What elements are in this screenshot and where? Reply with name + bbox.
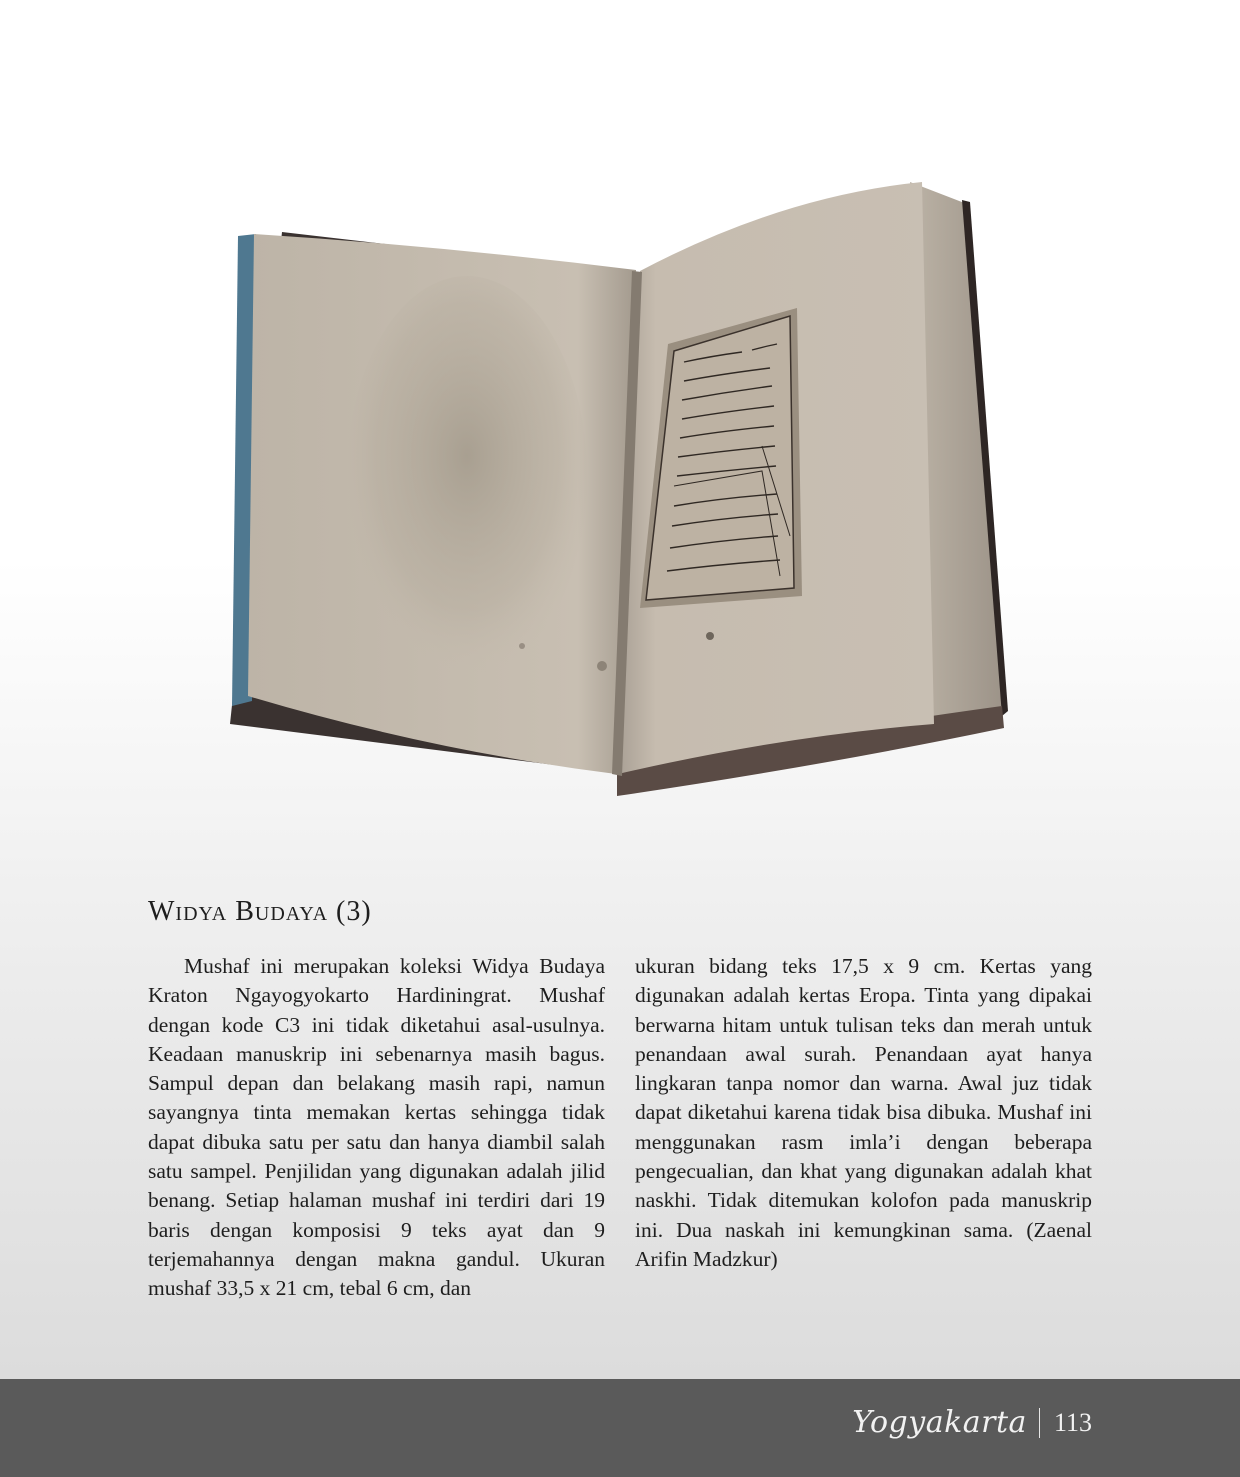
footer-label [852, 1405, 1092, 1440]
article-column-right: ukuran bidang teks 17,5 x 9 cm. Kertas yang digunakan adalah kertas Eropa. Tinta yang dipakai berwarna hitam untuk tulisan teks dan merah untuk penandaan awal surah. Penandaan ayat hanya lingkaran tanpa nomor dan warna. Awal juz tidak dapat diketahui karena tidak bisa dibuka. Mushaf ini menggunakan rasm imla’i dengan beberapa pengecualian, dan khat yang digunakan adalah khat naskhi. Tidak ditemukan kolofon pada manuskrip ini. Dua naskah ini kemungkinan sama. (Zaenal Arifin Madzkur) [635, 954, 1092, 1271]
footer-separator [1039, 1408, 1040, 1438]
footer-place: Yogyakarta [852, 1405, 1027, 1440]
article-column-left: Mushaf ini merupakan koleksi Widya Budaya Kraton Ngayogyokarto Hardiningrat. Mushaf dengan kode C3 ini tidak diketahui asal-usulnya. Keadaan manuskrip ini sebenarnya masih bagus. Sampul depan dan belakang masih rapi, namun sayangnya tinta memakan kertas sehingga tidak dapat dibuka satu per satu dan hanya diambil salah satu sampel. Penjilidan yang digunakan adalah jilid benang. Setiap halaman mushaf ini terdiri dari 19 baris dengan komposisi 9 teks ayat dan 9 terjemahannya dengan makna gandul. Ukuran mushaf 33,5 x 21 cm, tebal 6 cm, dan [148, 954, 605, 1301]
article-heading: Widya Budaya (3) [148, 896, 372, 927]
manuscript-photo [222, 176, 1022, 806]
ink-bleed-stain [347, 276, 587, 676]
page-number: 113 [1053, 1407, 1092, 1437]
page-footer [0, 1379, 1240, 1477]
